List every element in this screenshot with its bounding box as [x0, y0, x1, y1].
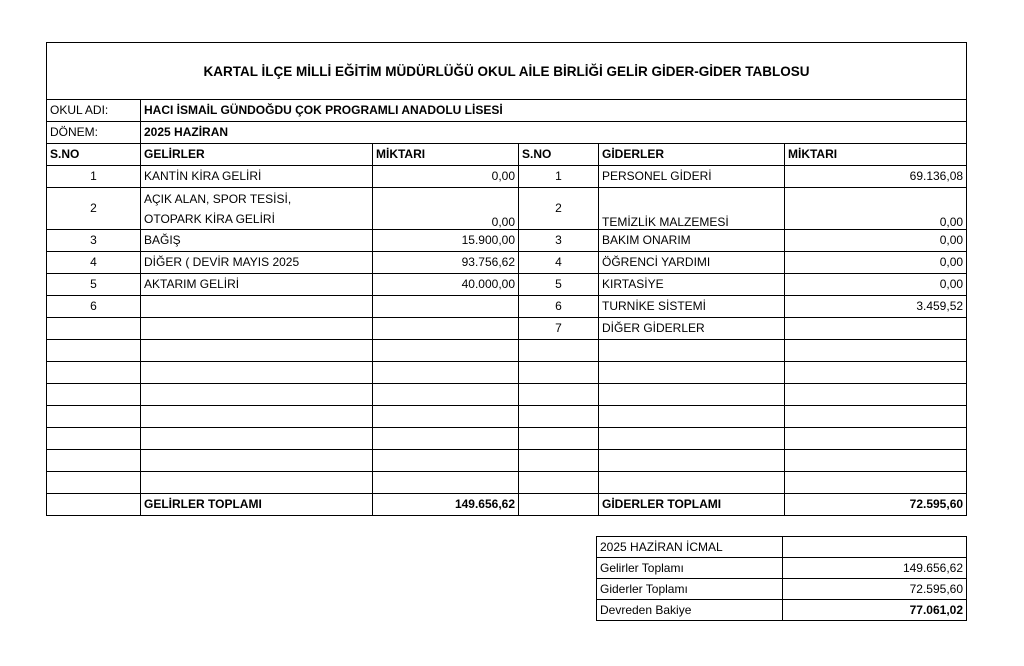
expense-name: BAKIM ONARIM	[599, 230, 785, 252]
income-no: 5	[47, 274, 141, 296]
header-expense-amount: MİKTARI	[785, 144, 967, 166]
expense-amount: 3.459,52	[785, 296, 967, 318]
income-amount: 93.756,62	[373, 252, 519, 274]
expense-name: DİĞER GİDERLER	[599, 318, 785, 340]
expense-name: PERSONEL GİDERİ	[599, 166, 785, 188]
header-expense: GİDERLER	[599, 144, 785, 166]
income-amount	[373, 296, 519, 318]
summary-income-label: Gelirler Toplamı	[597, 558, 783, 579]
income-expense-table	[46, 42, 967, 516]
income-name-line2: OTOPARK KİRA GELİRİ	[144, 212, 275, 226]
empty-row	[47, 384, 967, 406]
empty-row	[47, 406, 967, 428]
summary-table	[596, 536, 967, 621]
expense-no: 4	[519, 252, 599, 274]
expense-no: 7	[519, 318, 599, 340]
income-name	[141, 318, 373, 340]
empty-row	[47, 340, 967, 362]
table-row	[47, 296, 967, 318]
period-value: 2025 HAZİRAN	[141, 122, 967, 144]
school-label: OKUL ADI:	[47, 100, 141, 122]
income-name-line1: AÇIK ALAN, SPOR TESİSİ,	[144, 192, 292, 206]
period-label: DÖNEM:	[47, 122, 141, 144]
expense-no: 1	[519, 166, 599, 188]
income-amount: 0,00	[373, 166, 519, 188]
income-name: DİĞER ( DEVİR MAYIS 2025	[141, 252, 373, 274]
header-income-amount: MİKTARI	[373, 144, 519, 166]
income-no	[47, 318, 141, 340]
expense-name: ÖĞRENCİ YARDIMI	[599, 252, 785, 274]
header-sno-income: S.NO	[47, 144, 141, 166]
expense-amount: 69.136,08	[785, 166, 967, 188]
expense-name: TEMİZLİK MALZEMESİ	[599, 188, 785, 230]
school-name: HACI İSMAİL GÜNDOĞDU ÇOK PROGRAMLI ANADOLU LİSESİ	[141, 100, 967, 122]
summary-expense-label: Giderler Toplamı	[597, 579, 783, 600]
expense-total-label: GİDERLER TOPLAMI	[599, 494, 785, 516]
table-row	[47, 230, 967, 252]
income-no: 2	[47, 188, 141, 230]
expense-name: KIRTASİYE	[599, 274, 785, 296]
table-row	[47, 188, 967, 230]
income-total-value: 149.656,62	[373, 494, 519, 516]
income-name	[141, 188, 373, 230]
expense-amount	[785, 318, 967, 340]
empty-row	[47, 450, 967, 472]
income-name: BAĞIŞ	[141, 230, 373, 252]
expense-amount: 0,00	[785, 274, 967, 296]
header-income: GELİRLER	[141, 144, 373, 166]
header-sno-expense: S.NO	[519, 144, 599, 166]
income-no: 1	[47, 166, 141, 188]
income-amount: 15.900,00	[373, 230, 519, 252]
summary-expense-value: 72.595,60	[783, 579, 967, 600]
income-no: 6	[47, 296, 141, 318]
table-title: KARTAL İLÇE MİLLİ EĞİTİM MÜDÜRLÜĞÜ OKUL AİLE BİRLİĞİ GELİR GİDER-GİDER TABLOSU	[47, 43, 967, 100]
expense-no: 6	[519, 296, 599, 318]
income-amount: 0,00	[373, 188, 519, 230]
income-amount	[373, 318, 519, 340]
income-no: 3	[47, 230, 141, 252]
table-row	[47, 318, 967, 340]
expense-name: TURNİKE SİSTEMİ	[599, 296, 785, 318]
expense-amount: 0,00	[785, 230, 967, 252]
empty-row	[47, 428, 967, 450]
summary-income-value: 149.656,62	[783, 558, 967, 579]
empty-row	[47, 472, 967, 494]
summary-balance-value: 77.061,02	[783, 600, 967, 621]
expense-total-value: 72.595,60	[785, 494, 967, 516]
table-row	[47, 166, 967, 188]
income-name	[141, 296, 373, 318]
expense-amount: 0,00	[785, 188, 967, 230]
empty-row	[47, 362, 967, 384]
income-total-label: GELİRLER TOPLAMI	[141, 494, 373, 516]
income-amount: 40.000,00	[373, 274, 519, 296]
summary-balance-label: Devreden Bakiye	[597, 600, 783, 621]
expense-no: 2	[519, 188, 599, 230]
income-name: KANTİN KİRA GELİRİ	[141, 166, 373, 188]
summary-title: 2025 HAZİRAN İCMAL	[597, 537, 783, 558]
expense-amount: 0,00	[785, 252, 967, 274]
totals-row	[47, 494, 967, 516]
table-row	[47, 274, 967, 296]
expense-no: 3	[519, 230, 599, 252]
income-name: AKTARIM GELİRİ	[141, 274, 373, 296]
table-row	[47, 252, 967, 274]
expense-no: 5	[519, 274, 599, 296]
income-no: 4	[47, 252, 141, 274]
